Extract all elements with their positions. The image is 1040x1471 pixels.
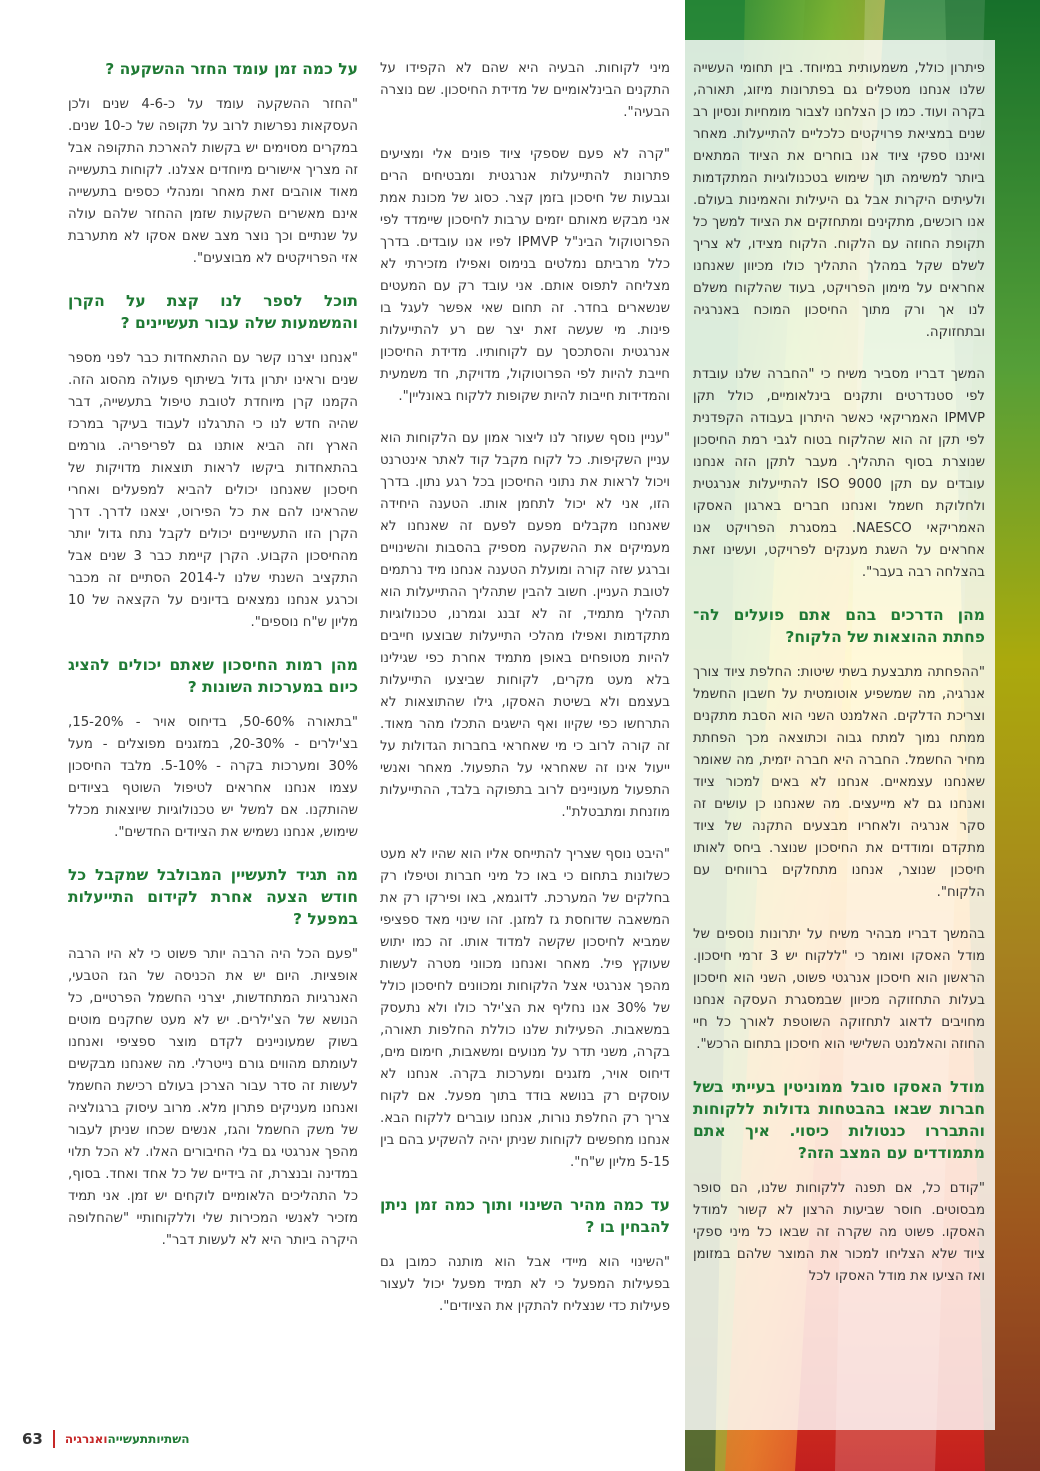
article-column-middle <box>380 58 670 1338</box>
paragraph: "בתאורה 50-60%, בדיחוס אויר - 15-20%, בצ'ילרים - 20-30%, במזגנים מפוצלים - מעל 30% ומערכות בקרה - 5-10%. מלבד החיסכון עצמו אנחנו אחראים לטיפול השוטף בציודים שהותקנו. אם למשל יש טכנולוגיות שיוצאות מכלל שימוש, אנחנו נשמיש את הציודים החדשים". <box>68 715 358 840</box>
paragraph: מיני לקוחות. הבעיה היא שהם לא הקפידו על התקנים הבינלאומיים של מדידת החיסכון. שם נוצרה הבעיה". <box>380 61 670 120</box>
magazine-name-part1: תעשייה <box>107 1432 149 1446</box>
section-heading: מה תגיד לתעשיין המבולבל שמקבל כל חודש הצעה אחרת לקידום התייעלות במפעל ? <box>68 866 358 928</box>
paragraph: "ההפחתה מתבצעת בשתי שיטות: החלפת ציוד צורך אנרגיה, מה שמשפיע אוטומטית על חשבון החשמל וצריכת הדלקים. האלמנט השני הוא הסבת מתקנים ממתח נמוך למתח גבוה וכתוצאה מכך הפחתת מחיר החשמל. החברה היא חברה יזמית, מה שאומר שאנחנו עצמאיים. אנחנו לא באים למכור ציוד ואנחנו גם לא מייעצים. מה שאנחנו כן עושים זה סקר אנרגיה ולאחריו מבצעים התקנה של ציוד מתקדם ומודדים את החיסכון שנוצר. ביחס לאותו חיסכון שנוצר, אנחנו מתחלקים ברווחים עם הלקוח". <box>693 665 985 900</box>
paragraph: "קרה לא פעם שספקי ציוד פונים אלי ומציעים פתרונות להתייעלות אנרגטית ומבטיחים הרים וגבעות של חיסכון בזמן קצר. כסוג של מכונת אמת אני מבקש מאותם יזמים ערבות לחיסכון שיימדד לפי הפרוטוקול הבינ"ל IPMVP לפיו אנו עובדים. בדרך כלל מרביתם נמלטים בנימוס ואפילו מזכירתי לא מצליחה לתפוס אותם. אני עובד רק עם המעטים שנשארים בחדר. זה תחום שאי אפשר לעגל בו פינות. מי שעשה זאת יצר שם רע להתייעלות אנרגטית והסתכסך עם לקוחותיו. מדידת החיסכון חייבת להיות לפי הפרוטוקול, מדויקת, חד משמעית והמדידות חייבות להיות שקופות ללקוח באונליין". <box>380 147 671 404</box>
magazine-name-part2: השתיות <box>148 1432 190 1446</box>
page-footer <box>22 1430 190 1448</box>
magazine-name <box>65 1432 190 1446</box>
section-heading: עד כמה מהיר השינוי ותוך כמה זמן ניתן להבחין בו ? <box>380 1196 670 1236</box>
section-heading: מודל האסקו סובל ממוניטין בעייתי בשל חברות שבאו בהבטחות גדולות ללקוחות והתבררו כנטולות כיסוי. איך אתם מתמודדים עם המצב הזה? <box>693 1078 985 1162</box>
paragraph: פיתרון כולל, משמעותית במיוחד. בין תחומי העשייה שלנו אנחנו מטפלים גם בפתרונות מיזוג, תאורה, בקרה ועוד. כמו כן הצלחנו לצבור מומחיות ונסיון רב שנים במציאת פרויקטים כלכליים להתייעלות. מאחר ואיננו ספקי ציוד אנו בוחרים את הציוד המתאים ביותר למשימה תוך שימוש בטכנולוגיות המתקדמות ולעיתים היקרות אבל גם היעילות והאמינות בעולם. אנו רוכשים, מתקינים ומתחזקים את הציוד למשך כל תקופת החוזה עם הלקוח. הלקוח מצידו, לא צריך לשלם שקל במהלך התהליך כולו מכיוון שאנחנו אחראים על מימון הפרויקט, בעוד שהלקוח משלם לנו אך ורק מתוך החיסכון המוכח באנרגיה ובתחזוקה. <box>693 61 985 340</box>
section-heading: מהן הדרכים בהם אתם פועלים לה־ פחתת ההוצאות של הלקוח? <box>693 606 985 646</box>
section-heading: תוכל לספר לנו קצת על הקרן והמשמעות שלה עבור תעשיינים ? <box>68 292 358 332</box>
paragraph: "היבט נוסף שצריך להתייחס אליו הוא שהיו לא מעט כשלונות בתחום כי באו כל מיני חברות וטיפלו רק בחלקים של המערכת. לדוגמא, באו ופירקו רק את המשאבה שדוחסת גז למזגן. זהו שינוי מאד ספציפי שמביא לחיסכון שקשה למדוד אותו. זה כמו יתוש שעוקץ פיל. מאחר ואנחנו מכווני מטרה לעשות מהפך אנרגטי אצל הלקוחות ומכוונים לחיסכון כולל של 30% אנו נחליף את הצ'ילר כולו ולא נתעסק במשאבות. הפעילות שלנו כוללת החלפות תאורה, בקרה, משני תדר על מנועים ומשאבות, חימום מים, דיחוס אויר, מזגנים ומערכות בקרה. אנחנו לא עוסקים רק בנושא בודד בתוך מפעל. אם לקוח צריך רק החלפת נורות, אנחנו עוברים ללקוח הבא. אנחנו מחפשים לקוחות שניתן יהיה להשקיע בהם בין 5-15 מליון ש"ח". <box>380 847 670 1170</box>
paragraph: "אנחנו יצרנו קשר עם ההתאחדות כבר לפני מספר שנים וראינו יתרון גדול בשיתוף פעולה מהסוג הזה. הקמנו קרן מיוחדת לטובת טיפול בתעשייה, דבר שהיה חדש לנו כי התרגלנו לעבוד בעיקר במרכז הארץ וזה הביא אותנו גם לפריפריה. גורמים בהתאחדות ביקשו לראות תוצאות מדויקות של חיסכון שאנחנו יכולים להביא למפעלים ואחרי שהראינו להם את כל הפירוט, יצאנו לדרך. דרך הקרן הזו התעשיינים יכולים לקבל נתח גדול יותר מהחיסכון הקבוע. הקרן קיימת כבר 3 שנים אבל התקציב השנתי שלנו ל-2014 הסתיים זה מכבר וכרגע אנחנו נמצאים בדיונים על הקצאה של 10 מליון ש"ח נוספים". <box>68 351 358 630</box>
paragraph: "השינוי הוא מיידי אבל הוא מותנה כמובן גם בפעילות המפעל כי לא תמיד מפעל יכול לעצור פעילות כדי שנצליח להתקין את הציודים". <box>380 1255 670 1314</box>
magazine-name-part3: ואנרגיה <box>64 1432 108 1446</box>
paragraph: בהמשך דבריו מבהיר משיח על יתרונות נוספים של מודל האסקו ואומר כי "ללקוח יש 3 זרמי חיסכון. הראשון הוא חיסכון אנרגטי פשוט, השני הוא חיסכון בעלות התחזוקה מכיוון שבמסגרת העסקה אנחנו מחויבים לדאוג לתחזוקה השוטפת לאורך כל חיי החוזה והאלמנט השלישי הוא חיסכון בתחום הרכש". <box>693 927 985 1052</box>
article-column-left <box>68 58 358 1272</box>
footer-divider <box>53 1430 55 1448</box>
paragraph: "קודם כל, אם תפנה ללקוחות שלנו, הם סופר מבסוטים. חוסר שביעות הרצון לא קשור למודל האסקו. פשוט מה שקרה זה שבאו כל מיני ספקי ציוד שלא הצליחו למכור את המוצר שלהם במזומן ואז הציעו את מודל האסקו לכל <box>693 1181 985 1284</box>
paragraph: "עניין נוסף שעוזר לנו ליצור אמון עם הלקוחות הוא עניין השקיפות. כל לקוח מקבל קוד לאתר אינטרנט ויכול לראות את נתוני החיסכון בכל רגע נתון. בדרך הזו, אני לא יכול לתחמן אותו. הטענה היחידה שאנחנו מקבלים מפעם לפעם זה שאנחנו לא מעמיקים את ההשקעה מספיק בהסבות והשינויים וברגע שזה קורה ומועלת הטענה אנחנו מיד נרתמים לטובת העניין. חשוב להבין שתהליך ההתייעלות הוא תהליך מתמיד, זה לא זבנג וגמרנו, טכנולוגיות מתקדמות ואפילו מהלכי התייעלות שבוצעו חייבים להיות מטופחים באופן מתמיד אחרת כפי שגילינו בלא מעט מקרים, לקוחות שביצעו התייעלות בעצמם ולא בשיטת האסקו, גילו שהתוצאות לא התרחשו כפי שקיוו ואף הישגים התכלו מהר מאוד. זה קורה לרוב כי מי שאחראי בחברות הגדולות על ייעול אינו זה שאחראי על התפעול. מאחר ואנשי התפעול מעוניינים לרוב בתפוקה בלבד, ההתייעלות מוזנחת ומתבטלת". <box>380 431 670 820</box>
section-heading: על כמה זמן עומד החזר ההשקעה ? <box>105 60 358 78</box>
section-heading: מהן רמות החיסכון שאתם יכולים להציג כיום במערכות השונות ? <box>68 656 358 696</box>
paragraph: "פעם הכל היה הרבה יותר פשוט כי לא היו הרבה אופציות. היום יש את הכניסה של הגז הטבעי, האנרגיות המתחדשות, יצרני החשמל הפרטיים, כל הנושא של הצ'ילרים. יש לא מעט שחקנים מוטים בשוק שמעוניינים לקדם מוצר ספציפי ואנחנו לעומתם מהווים גורם נייטרלי. מה שאנחנו מבקשים לעשות זה סדר עבור הצרכן בעולם רכישת החשמל ואנחנו מעניקים פתרון מלא. מרוב עיסוק ברגולציה של משק החשמל והגז, אנשים שכחו שניתן לעבור מהפך אנרגטי גם בלי החיבורים האלו. לא הכל תלוי במדינה ובנצרת, זה בידיים של כל אחד ואחד. בסוף, כל התהליכים הלאומיים לוקחים יש זמן. אני תמיד מזכיר לאנשי המכירות שלי וללקוחותיי "שהחלופה היקרה ביותר היא לא לעשות דבר". <box>68 947 358 1248</box>
paragraph: המשך דבריו מסביר משיח כי "החברה שלנו עובדת לפי סטנדרטים ותקנים בינלאומיים, כולל תקן IPMVP האמריקאי כאשר היתרון בעבודה הקפדנית לפי תקן זה הוא שהלקוח בטוח לגבי רמת החיסכון שנוצרת בסוף התהליך. מעבר לתקן הזה אנחנו עובדים עם תקן ISO 9000 להתייעלות אנרגטית ולחלוקת חשמל ואנחנו חברים בארגון האסקו האמריקאי NAESCO. במסגרת הפרויקט אנו אחראים על השגת מענקים לפרויקט, ועשינו זאת בהצלחה רבה בעבר". <box>693 367 986 580</box>
page-number: 63 <box>22 1430 43 1448</box>
paragraph: "החזר ההשקעה עומד על כ-4-6 שנים ולכן העסקאות נפרשות לרוב על תקופה של כ-10 שנים. במקרים מסוימים יש בקשות להארכת התקופה אבל זה מצריך אישורים מיוחדים אצלנו. לקוחות בתעשייה מאוד אוהבים זאת מאחר ומנהלי כספים בתעשייה אינם מאשרים השקעות שזמן ההחזר שלהם עולה על שנתיים וכך נוצר מצב שאם אסקו לא מתערבת אזי הפרויקטים לא מבוצעים". <box>68 97 358 266</box>
article-column-right <box>693 58 985 1308</box>
